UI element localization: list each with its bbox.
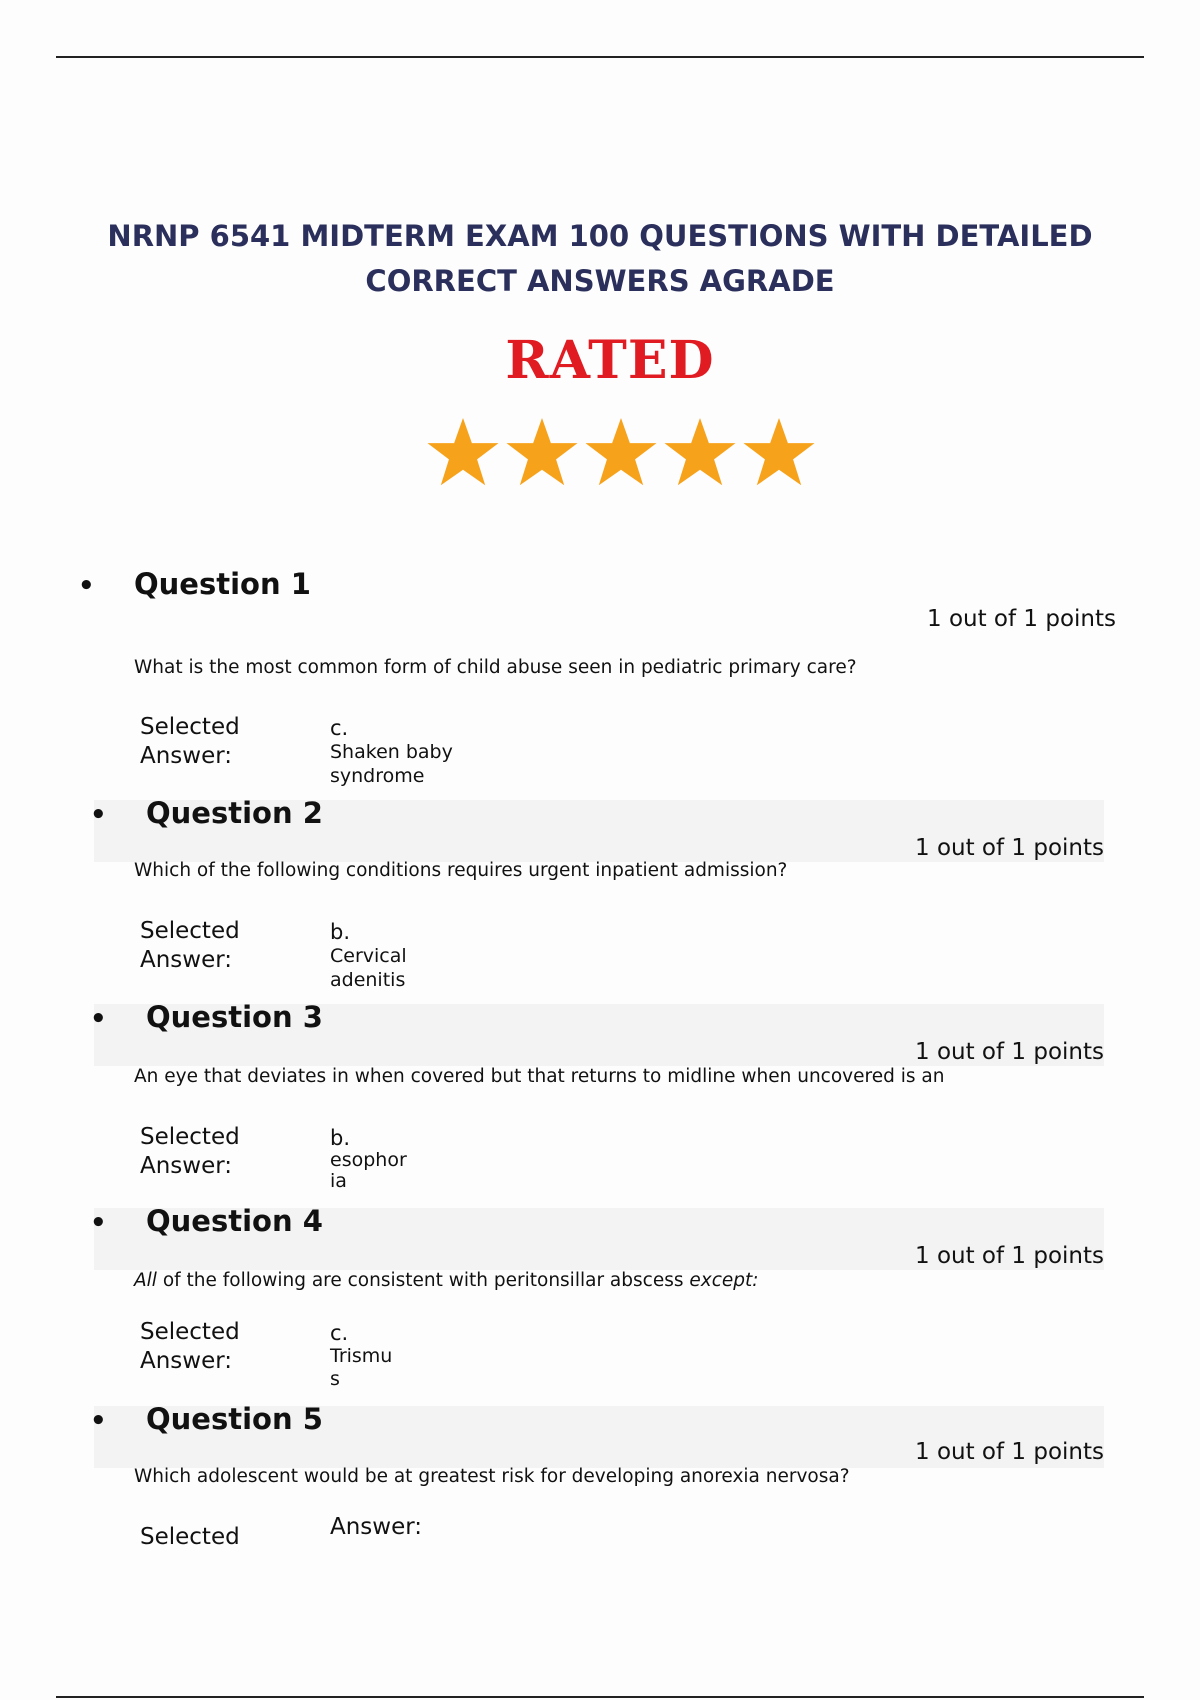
selected-answer-value <box>330 716 453 788</box>
bullet: • <box>78 571 95 601</box>
answer-letter: b. <box>330 920 351 944</box>
title-line-1: NRNP 6541 MIDTERM EXAM 100 QUESTIONS WITH DETAILED <box>107 219 1093 253</box>
question-text: Which of the following conditions requires urgent inpatient admission? <box>134 860 788 881</box>
star-icon <box>663 415 737 489</box>
question-title: Question 2 <box>146 796 323 830</box>
question-title: Question 3 <box>146 1000 323 1034</box>
bottom-rule <box>56 1696 1144 1698</box>
question-text: All of the following are consistent with peritonsillar abscess except: <box>134 1270 759 1291</box>
question-title: Question 5 <box>146 1402 323 1436</box>
top-rule <box>56 56 1144 58</box>
question-points: 1 out of 1 points <box>915 1439 1104 1465</box>
selected-answer-label: Selected Answer: <box>140 1124 240 1179</box>
star-rating <box>426 415 816 495</box>
answer-text-line-2: syndrome <box>330 765 425 787</box>
selected-answer-label: Selected Answer: <box>140 918 240 973</box>
question-text: Which adolescent would be at greatest risk for developing anorexia nervosa? <box>134 1466 850 1487</box>
bullet: • <box>90 1208 107 1238</box>
question-text: An eye that deviates in when covered but that returns to midline when uncovered is an <box>134 1066 945 1087</box>
answer-text-line-2: s <box>330 1368 340 1390</box>
bullet: • <box>90 1406 107 1436</box>
question-points: 1 out of 1 points <box>915 1243 1104 1269</box>
bullet: • <box>90 800 107 830</box>
selected-answer-value <box>330 1126 407 1192</box>
document-title <box>60 214 1140 304</box>
selected-answer-value <box>330 920 407 992</box>
star-icon <box>584 415 658 489</box>
title-line-2: CORRECT ANSWERS AGRADE <box>365 264 835 298</box>
selected-answer-label: Selected Answer: <box>140 714 240 769</box>
bullet: • <box>90 1004 107 1034</box>
star-icon <box>505 415 579 489</box>
selected-answer-value <box>330 1321 392 1391</box>
answer-text-line-1: esophor <box>330 1149 407 1171</box>
question-title: Question 4 <box>146 1204 323 1238</box>
question-title: Question 1 <box>134 567 311 601</box>
question-text: What is the most common form of child abuse seen in pediatric primary care? <box>134 657 857 678</box>
answer-letter: b. <box>330 1126 351 1150</box>
answer-text-line-1: Cervical <box>330 945 407 967</box>
answer-text-line-2: ia <box>330 1170 347 1192</box>
answer-letter: c. <box>330 716 349 740</box>
question-points: 1 out of 1 points <box>915 1039 1104 1065</box>
answer-text-line-1: Shaken baby <box>330 741 453 763</box>
answer-text-line-1: Trismu <box>330 1345 393 1367</box>
rated-banner: RATED <box>505 330 715 391</box>
star-icon <box>426 415 500 489</box>
star-icon <box>742 415 816 489</box>
question-points: 1 out of 1 points <box>927 606 1116 632</box>
answer-text-line-2: adenitis <box>330 969 406 991</box>
selected-answer-label-2: Answer: <box>330 1514 423 1540</box>
selected-answer-label: Selected Answer: <box>140 1319 240 1374</box>
question-points: 1 out of 1 points <box>915 835 1104 861</box>
selected-answer-label: Selected <box>140 1524 240 1550</box>
answer-letter: c. <box>330 1321 349 1345</box>
